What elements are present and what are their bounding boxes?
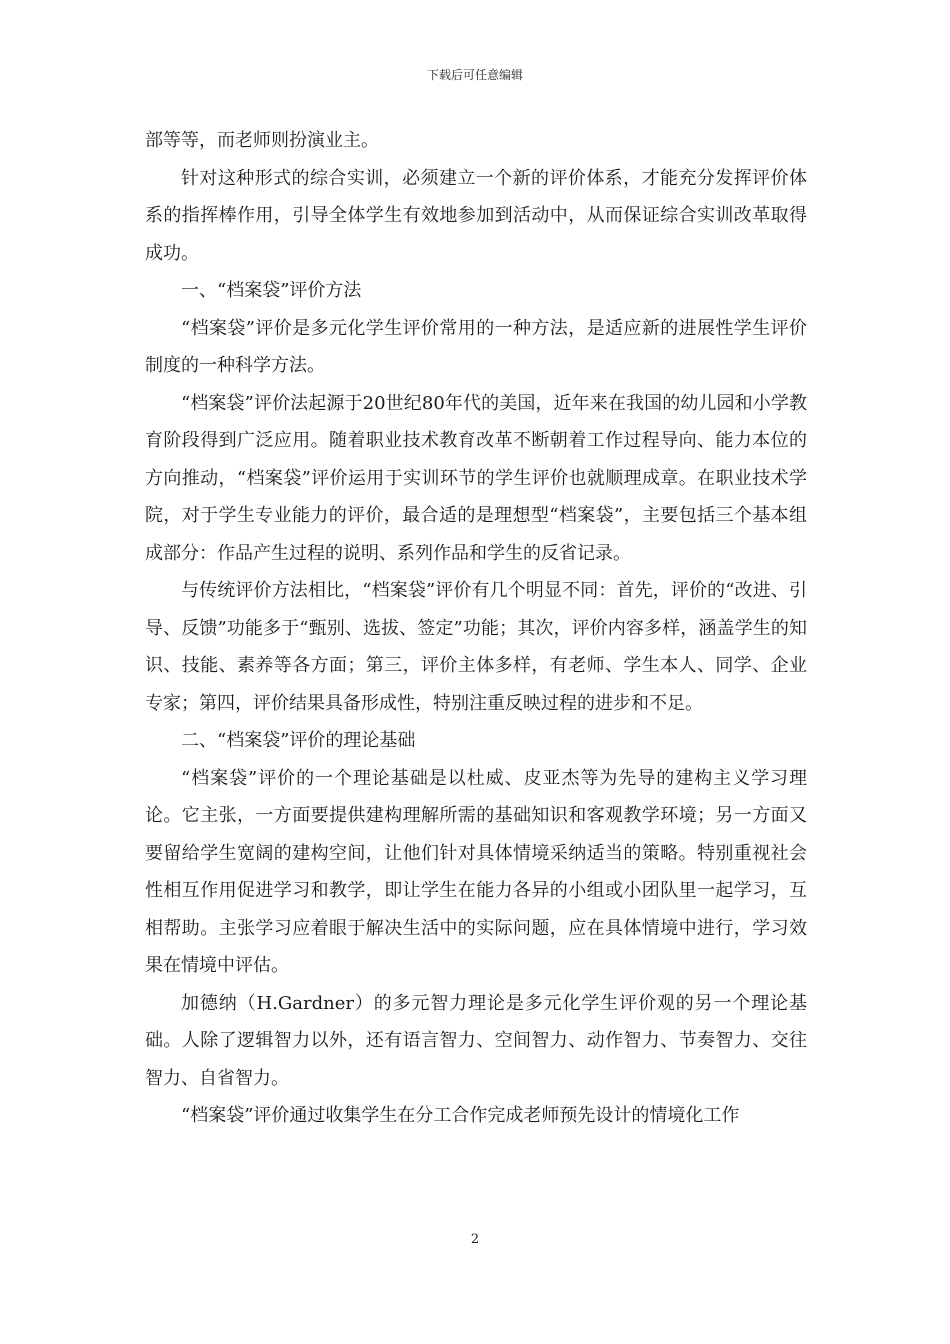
paragraph: 与传统评价方法相比，“档案袋”评价有几个明显不同：首先，评价的“改进、引导、反馈”功能多于“甄别、选拔、签定”功能；其次，评价内容多样，涵盖学生的知识、技能、素养等各方面；第三，评价主体多样，有老师、学生本人、同学、企业专家；第四，评价结果具备形成性，特别注重反映过程的进步和不足。 — [145, 580, 807, 714]
paragraph: “档案袋”评价通过收集学生在分工合作完成老师预先设计的情境化工作 — [181, 1105, 740, 1126]
paragraph-continuation: 部等等，而老师则扮演业主。 — [145, 130, 379, 151]
section-heading-2: 二、“档案袋”评价的理论基础 — [181, 730, 416, 751]
paragraph: “档案袋”评价的一个理论基础是以杜威、皮亚杰等为先导的建构主义学习理论。它主张，一方面要提供建构理解所需的基础知识和客观教学环境；另一方面又要留给学生宽阔的建构空间，让他们针对具体情境采纳适当的策略。特别重视社会性相互作用促进学习和教学，即让学生在能力各异的小组或小团队里一起学习，互相帮助。主张学习应着眼于解决生活中的实际问题，应在具体情境中进行，学习效果在情境中评估。 — [145, 767, 807, 976]
section-heading-1: 一、“档案袋”评价方法 — [181, 280, 362, 301]
paragraph: “档案袋”评价是多元化学生评价常用的一种方法，是适应新的进展性学生评价制度的一种科学方法。 — [145, 317, 807, 376]
document-body — [145, 122, 807, 1135]
paragraph-intro: 针对这种形式的综合实训，必须建立一个新的评价体系，才能充分发挥评价体系的指挥棒作用，引导全体学生有效地参加到活动中，从而保证综合实训改革取得成功。 — [145, 167, 807, 264]
page-number: 2 — [470, 1232, 480, 1247]
paragraph: “档案袋”评价法起源于20世纪80年代的美国，近年来在我国的幼儿园和小学教育阶段得到广泛应用。随着职业技术教育改革不断朝着工作过程导向、能力本位的方向推动，“档案袋”评价运用于实训环节的学生评价也就顺理成章。在职业技术学院，对于学生专业能力的评价，最合适的是理想型“档案袋”，主要包括三个基本组成部分：作品产生过程的说明、系列作品和学生的反省记录。 — [145, 392, 807, 564]
page-header: 下载后可任意编辑 — [426, 68, 523, 82]
paragraph: 加德纳（H.Gardner）的多元智力理论是多元化学生评价观的另一个理论基础。人除了逻辑智力以外，还有语言智力、空间智力、动作智力、节奏智力、交往智力、自省智力。 — [145, 992, 807, 1089]
